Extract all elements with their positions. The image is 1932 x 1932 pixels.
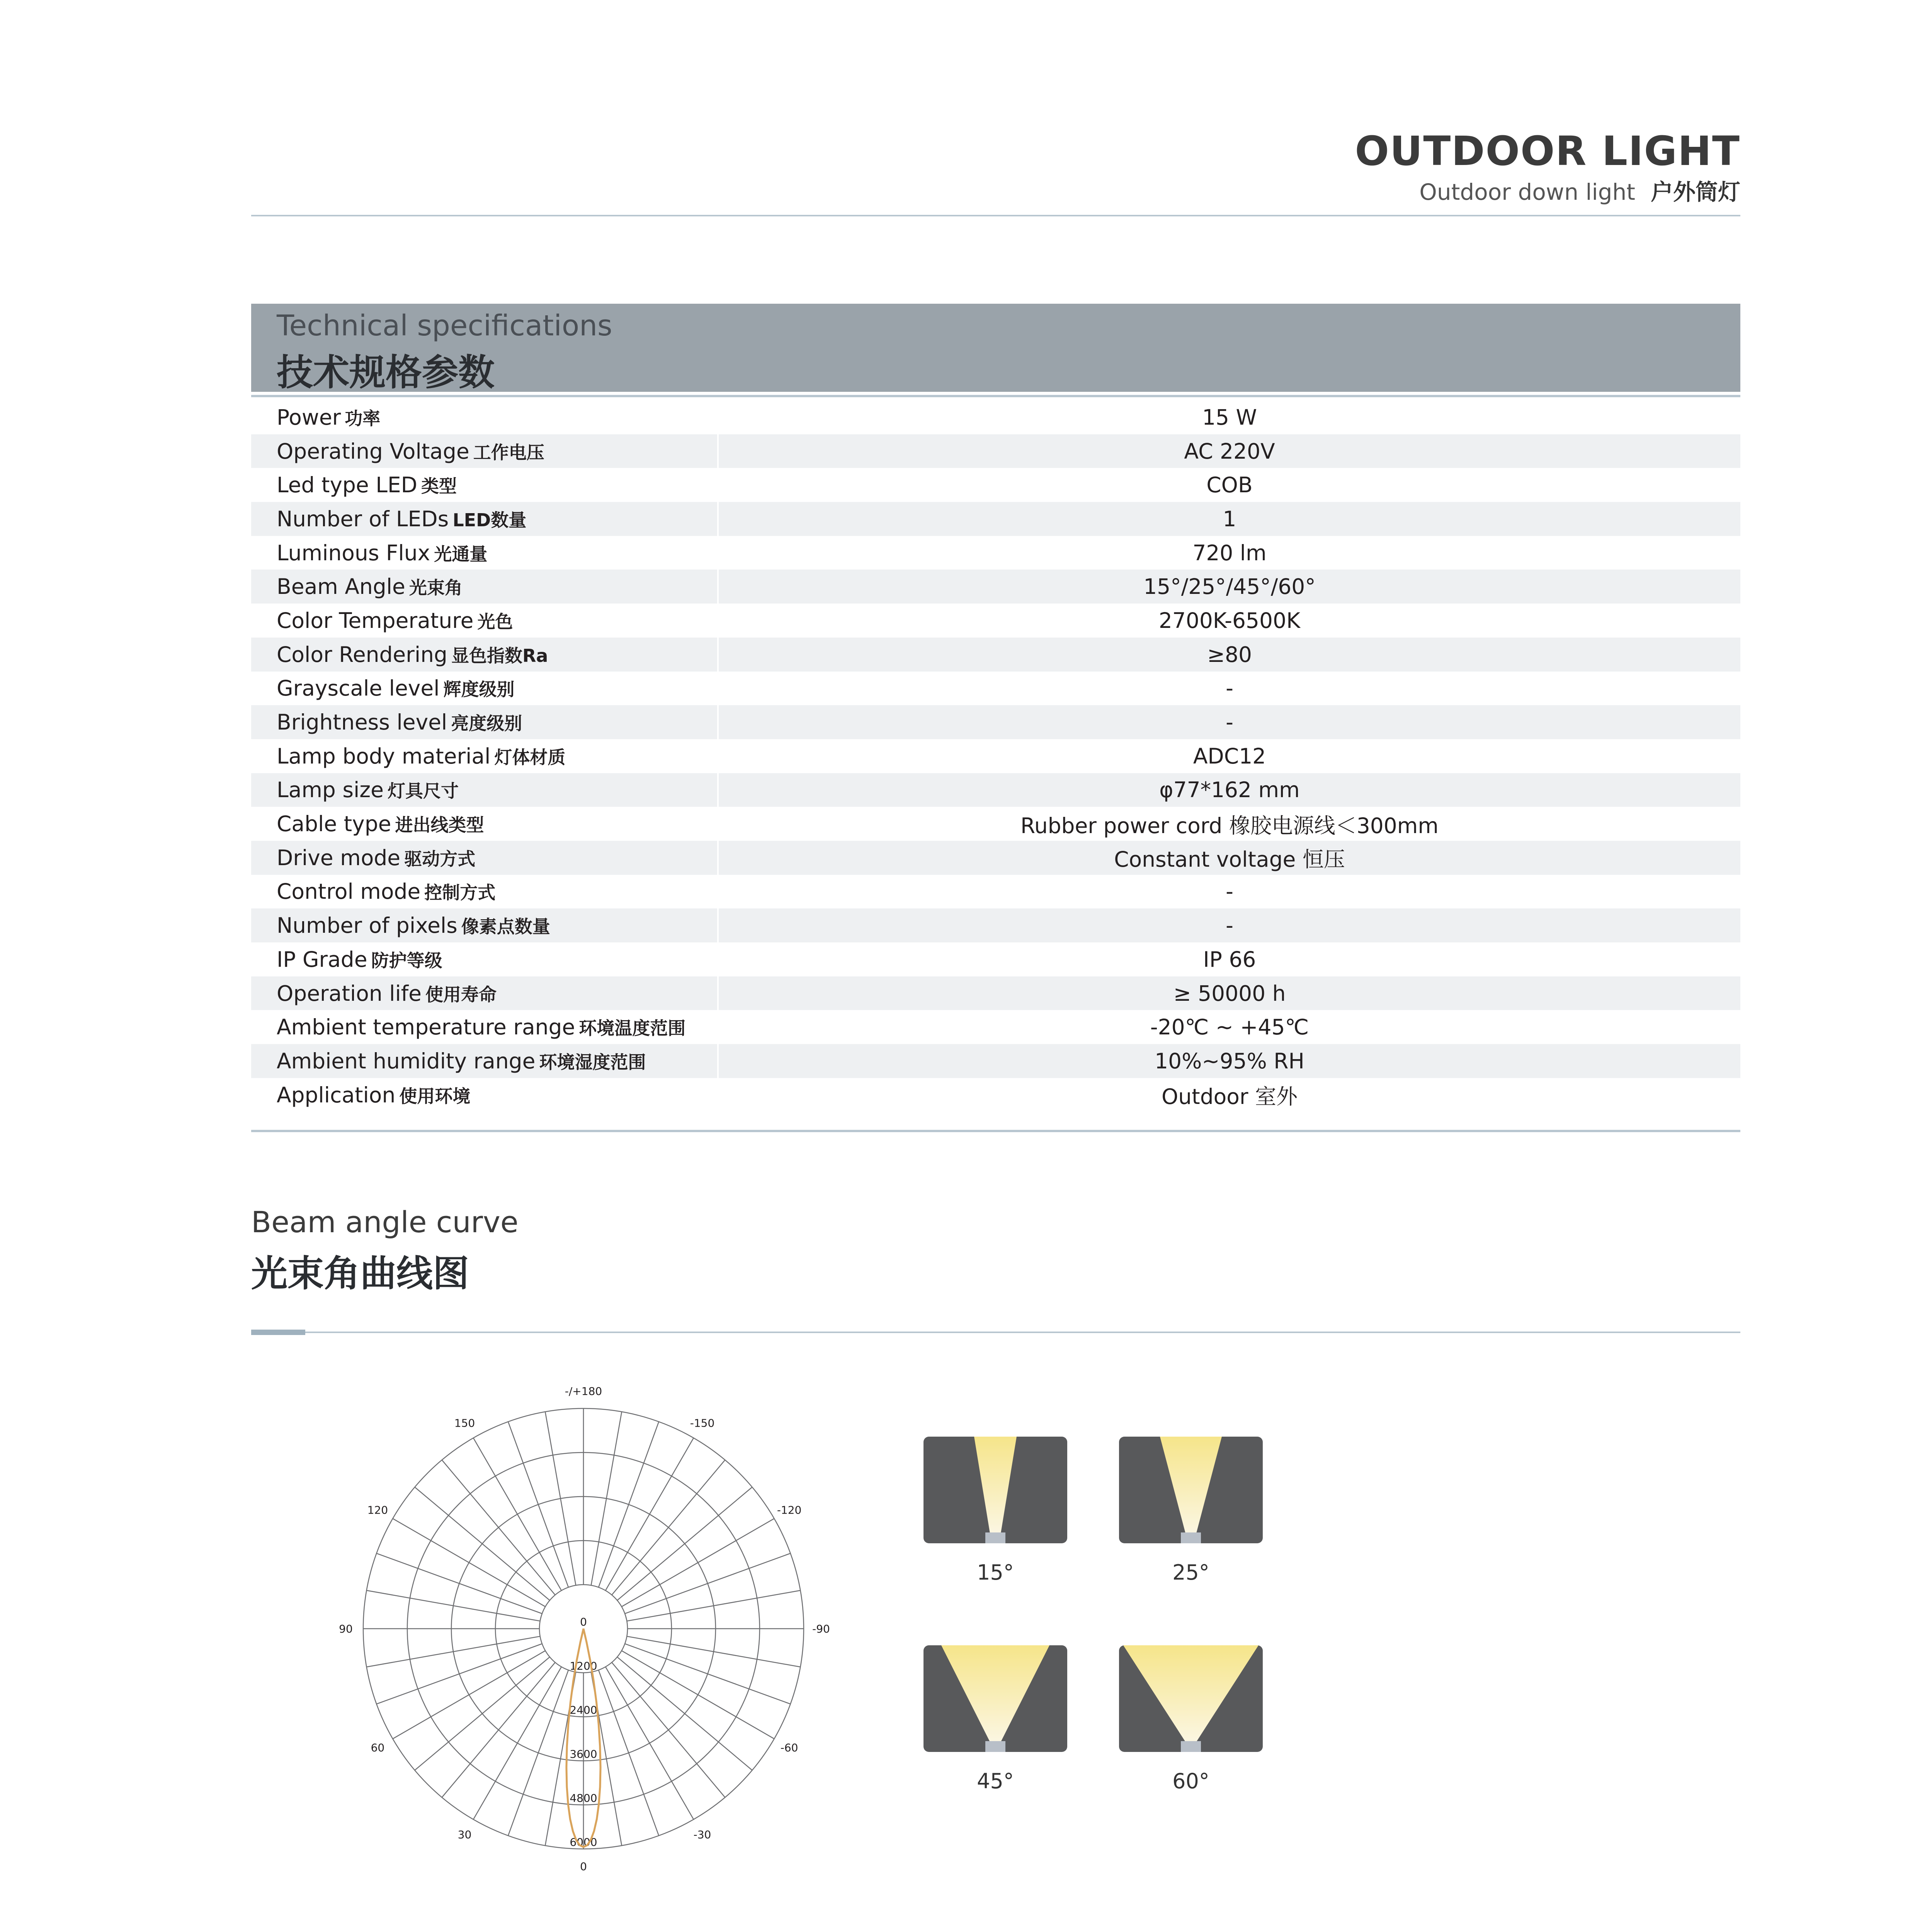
polar-spoke xyxy=(612,1460,725,1595)
polar-angle-label: 90 xyxy=(339,1622,353,1635)
polar-angle-label: -/+180 xyxy=(565,1385,602,1398)
spec-value: - xyxy=(718,908,1740,942)
spec-label-en: Luminous Flux xyxy=(277,540,430,565)
spec-label-en: Brightness level xyxy=(277,710,447,735)
polar-spoke xyxy=(376,1553,542,1614)
spec-label xyxy=(251,942,718,976)
spec-row xyxy=(251,536,1740,570)
spec-label-cn: 环境温度范围 xyxy=(579,1018,686,1039)
spec-row xyxy=(251,1044,1740,1078)
polar-spoke xyxy=(622,1519,774,1607)
spec-label-cn: 防护等级 xyxy=(371,950,442,971)
beam-swatch-label: 45° xyxy=(977,1769,1014,1793)
polar-radial-label: 3600 xyxy=(570,1748,597,1760)
specs-title-cn: 技术规格参数 xyxy=(277,352,495,394)
spec-label xyxy=(251,976,718,1010)
spec-label-en: Cable type xyxy=(277,811,391,837)
polar-spoke xyxy=(625,1644,790,1704)
spec-value: COB xyxy=(1206,473,1253,498)
spec-row xyxy=(251,672,1740,706)
polar-angle-label: 60 xyxy=(371,1741,385,1754)
spec-label-en: Ambient humidity range xyxy=(277,1048,536,1073)
polar-spoke xyxy=(627,1636,800,1667)
polar-spoke xyxy=(367,1636,540,1667)
spec-label-en: Application xyxy=(277,1082,396,1107)
spec-value: AC 220V xyxy=(718,434,1740,468)
specs-title-en: Technical specifications xyxy=(277,309,612,342)
spec-row xyxy=(251,875,1740,909)
spec-label-cn: 亮度级别 xyxy=(451,713,522,734)
spec-value: 2700K-6500K xyxy=(1158,608,1301,633)
specs-bottom-rule xyxy=(251,1130,1740,1132)
beam-swatch xyxy=(923,1437,1067,1543)
spec-row xyxy=(251,1078,1740,1112)
spec-label-en: Led type LED xyxy=(277,473,417,498)
spec-value: 720 lm xyxy=(1192,540,1267,565)
spec-label-en: IP Grade xyxy=(277,947,367,972)
spec-row xyxy=(251,807,1740,841)
polar-spoke xyxy=(508,1670,568,1836)
spec-row xyxy=(251,1010,1740,1044)
spec-row xyxy=(251,570,1740,604)
spec-label xyxy=(251,1010,718,1044)
spec-label xyxy=(251,672,718,706)
beam-cone-icon xyxy=(1119,1645,1263,1752)
polar-spoke xyxy=(393,1519,545,1607)
polar-angle-label: -60 xyxy=(780,1741,798,1754)
spec-label-cn: 控制方式 xyxy=(424,882,496,903)
spec-value: - xyxy=(1226,879,1233,904)
spec-value: 15 W xyxy=(1202,405,1257,430)
spec-value: - xyxy=(1226,676,1233,701)
beam-cone-icon xyxy=(923,1645,1067,1752)
spec-label-en: Power xyxy=(277,405,341,430)
spec-label-en: Number of LEDs xyxy=(277,506,449,531)
polar-spoke xyxy=(617,1657,752,1770)
spec-value: - xyxy=(718,705,1740,739)
spec-value: φ77*162 mm xyxy=(718,773,1740,807)
beam-swatch xyxy=(1119,1437,1263,1543)
polar-angle-label: 30 xyxy=(457,1828,472,1841)
beam-swatch-label: 15° xyxy=(977,1560,1014,1585)
polar-spoke xyxy=(415,1487,549,1600)
polar-spoke xyxy=(442,1662,555,1797)
spec-row xyxy=(251,942,1740,976)
polar-spoke xyxy=(599,1422,659,1587)
polar-radial-label: 4800 xyxy=(570,1792,597,1804)
spec-row xyxy=(251,976,1740,1010)
spec-label-en: Lamp size xyxy=(277,777,384,803)
polar-spoke xyxy=(591,1412,622,1585)
spec-row xyxy=(251,468,1740,502)
spec-label-cn: 光色 xyxy=(477,611,513,632)
spec-value: Outdoor 室外 xyxy=(1161,1084,1298,1109)
polar-spoke xyxy=(393,1651,545,1739)
polar-radial-label: 0 xyxy=(580,1616,587,1628)
beam-title-cn: 光束角曲线图 xyxy=(251,1253,469,1295)
spec-label xyxy=(251,570,718,604)
spec-label xyxy=(251,773,718,807)
polar-spoke xyxy=(612,1662,725,1797)
polar-angle-label: -120 xyxy=(777,1503,802,1517)
beam-swatch-label: 60° xyxy=(1172,1769,1209,1793)
polar-spoke xyxy=(376,1644,542,1704)
spec-label xyxy=(251,400,718,434)
spec-label-cn: 灯体材质 xyxy=(494,747,566,768)
spec-row xyxy=(251,604,1740,638)
spec-label xyxy=(251,604,718,638)
spec-value: ≥80 xyxy=(718,638,1740,672)
polar-spoke xyxy=(605,1438,694,1590)
spec-label-en: Operating Voltage xyxy=(277,439,469,464)
subtitle-en: Outdoor down light xyxy=(1419,179,1635,205)
polar-spoke xyxy=(627,1590,800,1621)
polar-angle-label: 0 xyxy=(580,1860,587,1873)
spec-value: -20℃ ~ +45℃ xyxy=(1150,1015,1309,1040)
beam-divider xyxy=(251,1332,1740,1333)
spec-label xyxy=(251,638,718,672)
page-title: OUTDOOR LIGHT xyxy=(1355,128,1740,175)
spec-label-en: Grayscale level xyxy=(277,676,440,701)
spec-label-cn: 灯具尺寸 xyxy=(387,781,459,802)
spec-value: Constant voltage 恒压 xyxy=(718,841,1740,875)
polar-spoke xyxy=(508,1422,568,1587)
spec-row xyxy=(251,705,1740,739)
beam-swatch-label: 25° xyxy=(1172,1560,1209,1585)
beam-swatch xyxy=(923,1645,1067,1752)
spec-value: IP 66 xyxy=(1203,947,1256,972)
spec-label xyxy=(251,807,718,841)
spec-label xyxy=(251,468,718,502)
polar-spoke xyxy=(617,1487,752,1600)
spec-label-en: Color Rendering xyxy=(277,642,447,667)
polar-spoke xyxy=(473,1667,561,1820)
spec-label xyxy=(251,434,718,468)
spec-label xyxy=(251,1044,718,1078)
spec-label xyxy=(251,841,718,875)
spec-row xyxy=(251,908,1740,942)
spec-label xyxy=(251,502,718,536)
spec-row xyxy=(251,400,1740,434)
spec-row xyxy=(251,773,1740,807)
spec-label-cn: 驱动方式 xyxy=(404,848,476,869)
beam-cone-icon xyxy=(1119,1437,1263,1543)
spec-value: 15°/25°/45°/60° xyxy=(718,570,1740,604)
polar-beam-chart xyxy=(325,1376,842,1882)
spec-row xyxy=(251,739,1740,773)
header-divider xyxy=(251,215,1740,216)
spec-label-en: Beam Angle xyxy=(277,574,405,599)
spec-value: 10%~95% RH xyxy=(718,1044,1740,1078)
spec-value: Rubber power cord 橡胶电源线＜300mm xyxy=(1020,813,1439,838)
polar-angle-label: -150 xyxy=(690,1417,715,1430)
specs-table xyxy=(251,400,1740,1112)
polar-spoke xyxy=(442,1460,555,1595)
spec-value: 1 xyxy=(718,502,1740,536)
spec-label xyxy=(251,908,718,942)
spec-label-cn: 像素点数量 xyxy=(461,916,550,937)
spec-label-cn: 使用环境 xyxy=(399,1085,471,1107)
polar-spoke xyxy=(415,1657,549,1770)
spec-label-en: Operation life xyxy=(277,981,422,1006)
spec-label-cn: 类型 xyxy=(421,476,457,497)
polar-spoke xyxy=(605,1667,694,1820)
spec-label-cn: 功率 xyxy=(345,408,381,429)
beam-accent-bar xyxy=(251,1330,305,1335)
spec-value: ≥ 50000 h xyxy=(718,976,1740,1010)
spec-row xyxy=(251,638,1740,672)
spec-label-en: Color Temperature xyxy=(277,608,474,633)
specs-top-rule xyxy=(251,395,1740,397)
spec-label xyxy=(251,536,718,570)
spec-label-cn: 工作电压 xyxy=(473,442,544,463)
polar-angle-label: -30 xyxy=(693,1828,711,1841)
polar-radial-label: 2400 xyxy=(570,1704,597,1716)
spec-label-en: Number of pixels xyxy=(277,913,457,938)
spec-label-cn: 光束角 xyxy=(409,577,463,599)
page-subtitle xyxy=(1419,174,1740,206)
polar-radial-label: 1200 xyxy=(570,1660,597,1672)
spec-label xyxy=(251,739,718,773)
spec-row xyxy=(251,502,1740,536)
spec-label-en: Lamp body material xyxy=(277,743,491,769)
spec-label xyxy=(251,705,718,739)
spec-label-cn: 使用寿命 xyxy=(425,984,497,1005)
spec-label-cn: 进出线类型 xyxy=(395,815,484,836)
spec-row xyxy=(251,434,1740,468)
polar-spoke xyxy=(367,1590,540,1621)
polar-spoke xyxy=(473,1438,561,1590)
polar-angle-label: 120 xyxy=(367,1503,388,1517)
polar-angle-label: 150 xyxy=(454,1417,475,1430)
beam-title-en: Beam angle curve xyxy=(251,1205,519,1239)
spec-label xyxy=(251,1078,718,1112)
polar-spoke xyxy=(599,1670,659,1836)
spec-value: ADC12 xyxy=(1193,743,1266,769)
polar-spoke xyxy=(545,1412,576,1585)
polar-radial-label: 6000 xyxy=(570,1836,597,1849)
spec-label-en: Drive mode xyxy=(277,845,401,870)
spec-label-cn: 显色指数Ra xyxy=(451,645,548,666)
spec-label-cn: 环境湿度范围 xyxy=(539,1051,646,1073)
spec-row xyxy=(251,841,1740,875)
spec-label xyxy=(251,875,718,909)
spec-label-cn: 辉度级别 xyxy=(443,679,515,700)
beam-cone-icon xyxy=(923,1437,1067,1543)
polar-spoke xyxy=(622,1651,774,1739)
polar-spoke xyxy=(625,1553,790,1614)
beam-swatch xyxy=(1119,1645,1263,1752)
spec-label-cn: LED数量 xyxy=(452,509,527,531)
spec-label-en: Control mode xyxy=(277,879,421,904)
polar-angle-label: -90 xyxy=(812,1622,830,1635)
spec-label-cn: 光通量 xyxy=(434,543,488,565)
subtitle-cn: 户外筒灯 xyxy=(1650,179,1740,205)
spec-label-en: Ambient temperature range xyxy=(277,1015,575,1040)
